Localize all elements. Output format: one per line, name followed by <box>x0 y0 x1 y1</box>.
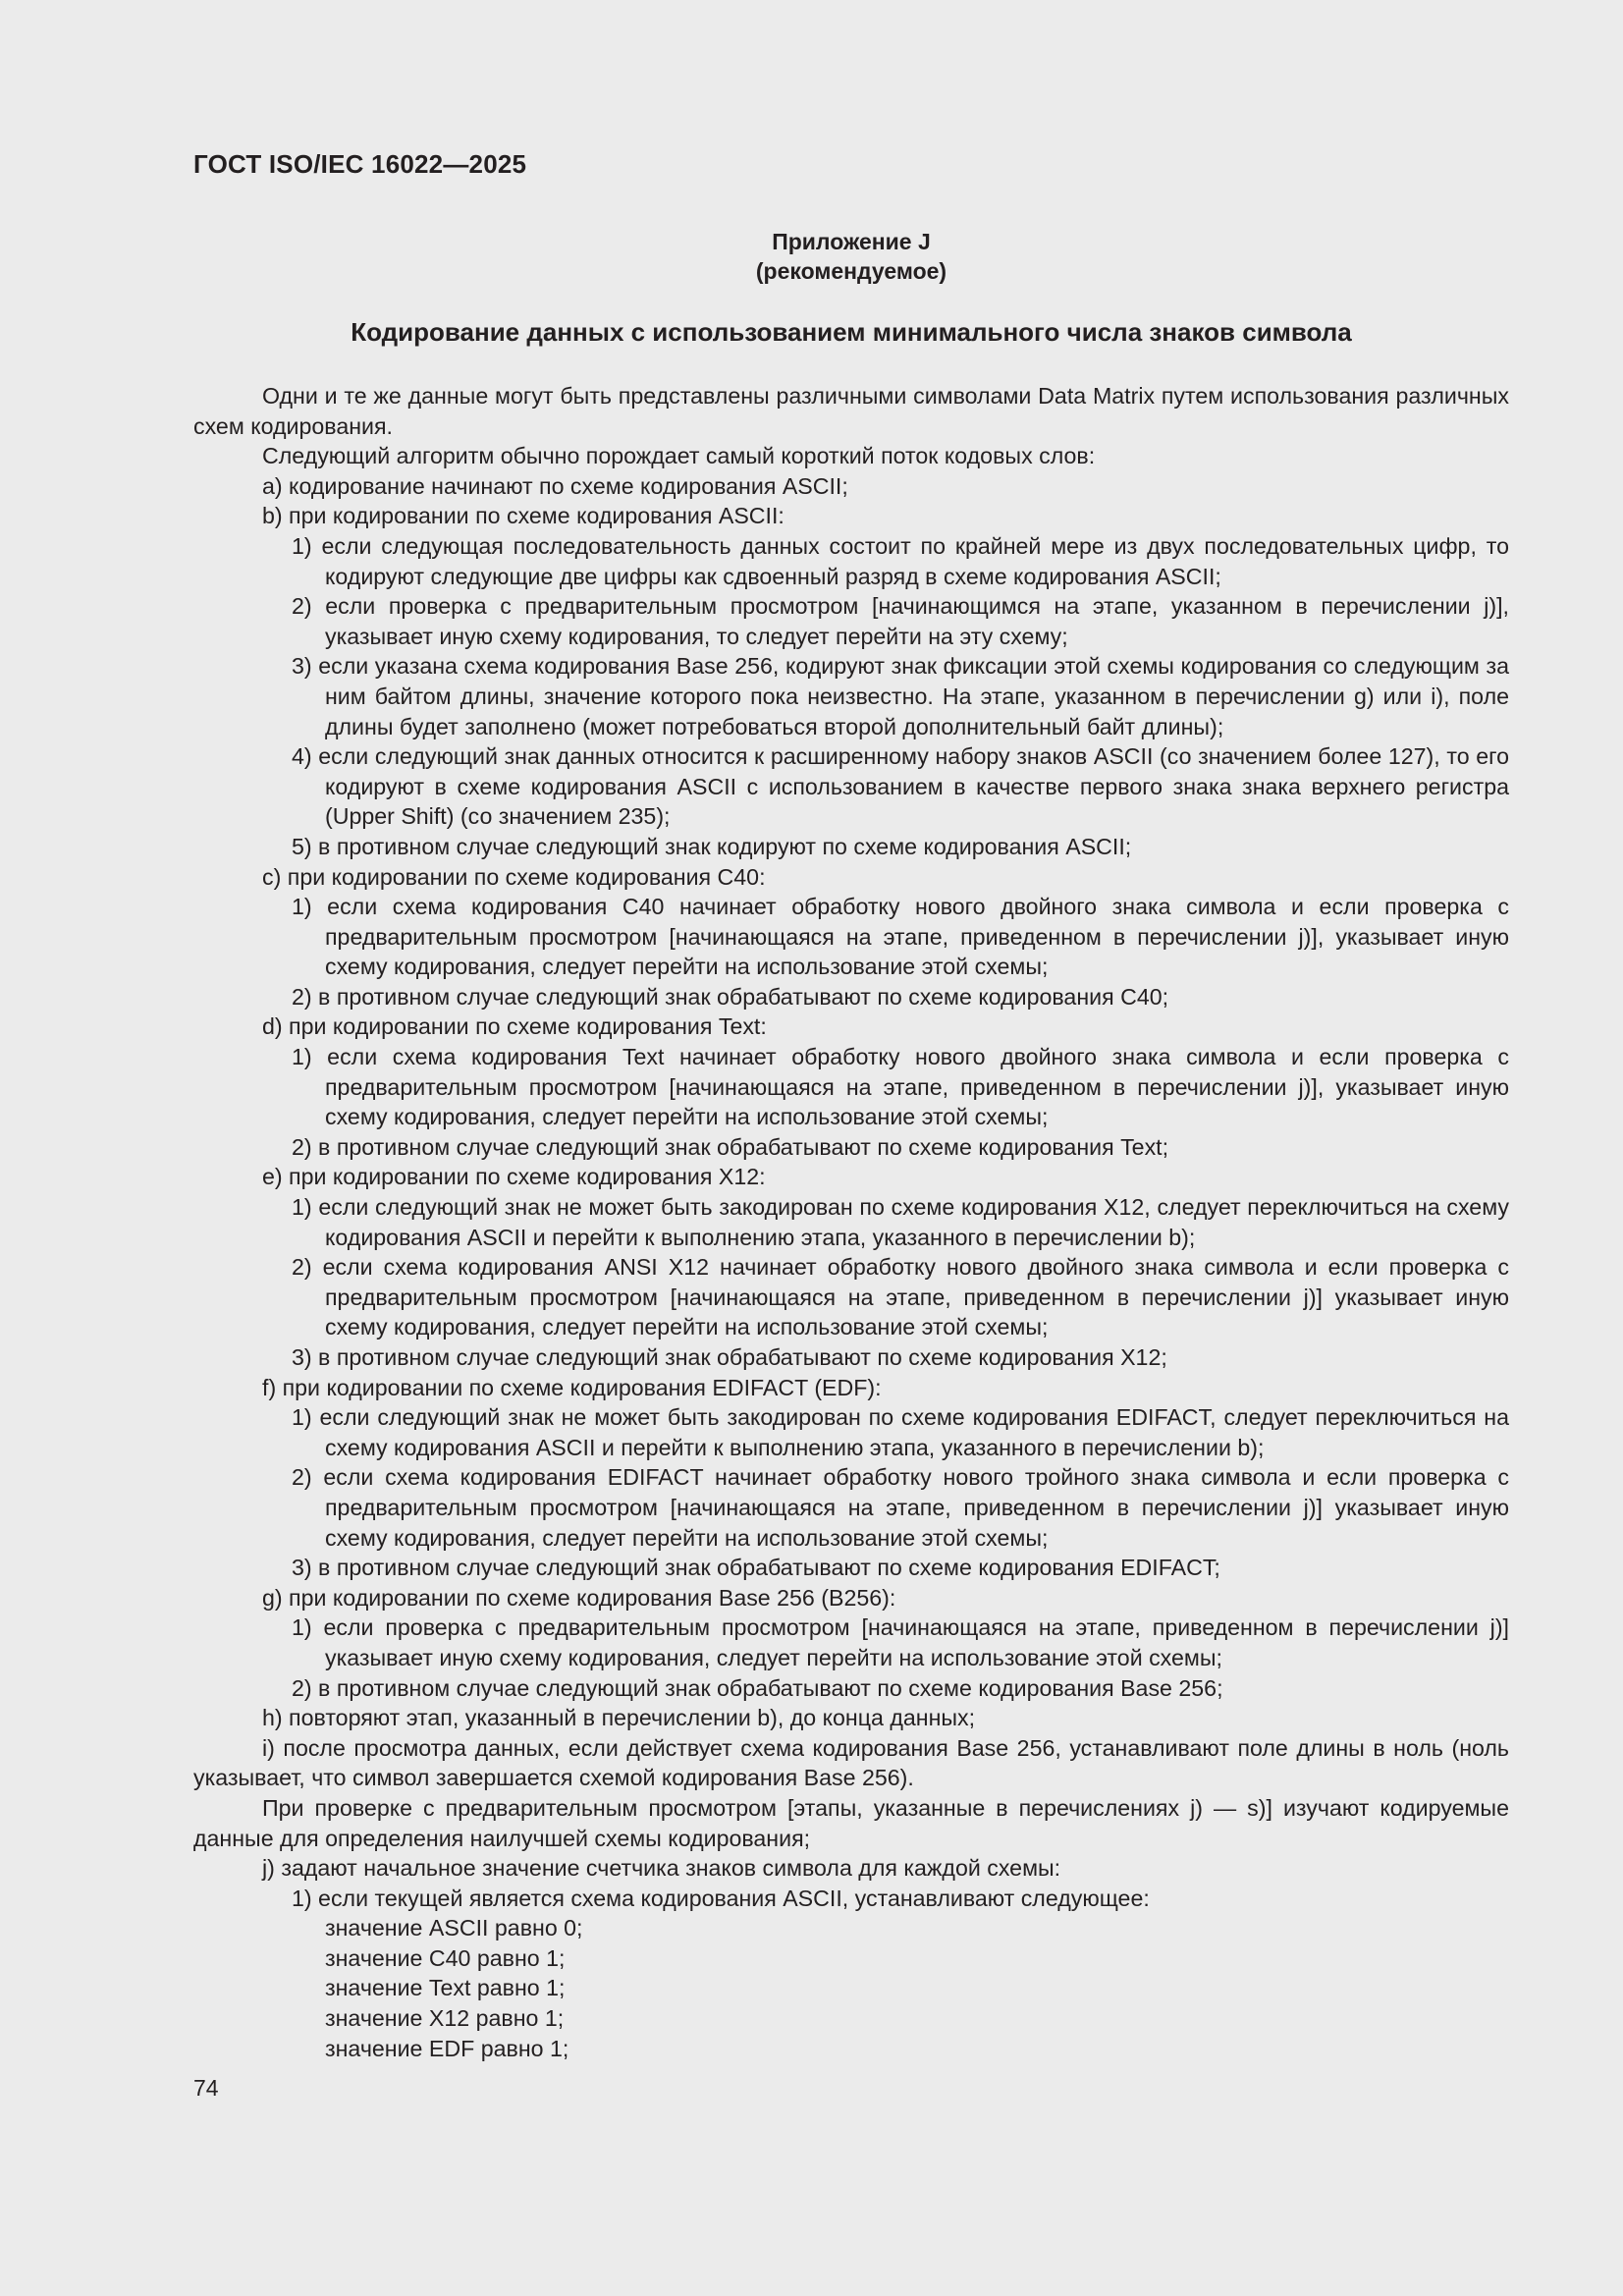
paragraph: f) при кодировании по схеме кодирования EDIFACT (EDF): <box>262 1374 882 1400</box>
paragraph: 2) если проверка с предварительным просмотром [начинающимся на этапе, указанном в перечислении j)], указывает иную схему кодирования, то следует перейти на эту схему; <box>292 593 1509 649</box>
annex-heading <box>193 227 1509 286</box>
paragraph: 4) если следующий знак данных относится к расширенному набору знаков ASCII (со значением более 127), то его кодируют в схеме кодирования ASCII с использованием в качестве первого знака знака верхнего регистра (Upper Shift) (со значением 235); <box>292 743 1509 830</box>
paragraph: 1) если схема кодирования Text начинает обработку нового двойного знака символа и если проверка с предварительным просмотром [начинающаяся на этапе, приведенном в перечислении j)], указывает иную схему кодирования, следует перейти на использование этой схемы; <box>292 1044 1509 1130</box>
paragraph: 1) если следующий знак не может быть закодирован по схеме кодирования EDIFACT, следует переключиться на схему кодирования ASCII и перейти к выполнению этапа, указанного в перечислении b); <box>292 1404 1509 1460</box>
paragraph: 5) в противном случае следующий знак кодируют по схеме кодирования ASCII; <box>292 833 1132 859</box>
document-body <box>193 381 1509 2063</box>
paragraph: 1) если текущей является схема кодирования ASCII, устанавливают следующее: <box>292 1885 1150 1911</box>
paragraph: 3) в противном случае следующий знак обрабатывают по схеме кодирования EDIFACT; <box>292 1555 1220 1581</box>
paragraph: 1) если проверка с предварительным просмотром [начинающаяся на этапе, приведенном в перечислении j)] указывает иную схему кодирования, следует перейти на использование этой схемы; <box>292 1614 1509 1670</box>
paragraph: 3) если указана схема кодирования Base 256, кодируют знак фиксации этой схемы кодирования со следующим за ним байтом длины, значение которого пока неизвестно. На этапе, указанном в перечислении g) или i), поле длины будет заполнено (может потребоваться второй дополнительный байт длины); <box>292 653 1509 739</box>
paragraph: Одни и те же данные могут быть представлены различными символами Data Matrix путем использования различных схем кодирования. <box>193 383 1509 439</box>
paragraph: 1) если схема кодирования C40 начинает обработку нового двойного знака символа и если проверка с предварительным просмотром [начинающаяся на этапе, приведенном в перечислении j)], указывает иную схему кодирования, следует перейти на использование этой схемы; <box>292 894 1509 980</box>
paragraph: При проверке с предварительным просмотром [этапы, указанные в перечислениях j) — s)] изучают кодируемые данные для определения наилучшей схемы кодирования; <box>193 1794 1509 1851</box>
paragraph: значение Text равно 1; <box>325 1975 566 2001</box>
paragraph: d) при кодировании по схеме кодирования Text: <box>262 1013 767 1040</box>
paragraph: значение ASCII равно 0; <box>325 1915 583 1941</box>
paragraph: h) повторяют этап, указанный в перечислении b), до конца данных; <box>262 1705 976 1731</box>
paragraph: i) после просмотра данных, если действует схема кодирования Base 256, устанавливают поле длины в ноль (ноль указывает, что символ завершается схемой кодирования Base 256). <box>193 1734 1509 1791</box>
paragraph: значение C40 равно 1; <box>325 1944 566 1971</box>
paragraph: 2) в противном случае следующий знак обрабатывают по схеме кодирования Base 256; <box>292 1674 1223 1701</box>
section-title: Кодирование данных с использованием минимального числа знаков символа <box>351 317 1352 347</box>
paragraph: 2) если схема кодирования EDIFACT начинает обработку нового тройного знака символа и если проверка с предварительным просмотром [начинающаяся на этапе, приведенном в перечислении j)] указывает иную схему кодирования, следует перейти на использование этой схемы; <box>292 1464 1509 1551</box>
paragraph: b) при кодировании по схеме кодирования ASCII: <box>262 503 784 529</box>
paragraph: значение EDF равно 1; <box>325 2035 569 2061</box>
paragraph: 3) в противном случае следующий знак обрабатывают по схеме кодирования X12; <box>292 1344 1167 1370</box>
paragraph: c) при кодировании по схеме кодирования C40: <box>262 863 766 890</box>
paragraph: g) при кодировании по схеме кодирования Base 256 (B256): <box>262 1584 896 1611</box>
document-header: ГОСТ ISO/IEC 16022—2025 <box>193 149 527 179</box>
paragraph: e) при кодировании по схеме кодирования X12: <box>262 1164 766 1190</box>
paragraph: 2) в противном случае следующий знак обрабатывают по схеме кодирования C40; <box>292 983 1169 1010</box>
paragraph: 1) если следующая последовательность данных состоит по крайней мере из двух последовательных цифр, то кодируют следующие две цифры как сдвоенный разряд в схеме кодирования ASCII; <box>292 532 1509 589</box>
annex-label: Приложение J <box>772 229 931 254</box>
paragraph: 2) в противном случае следующий знак обрабатывают по схеме кодирования Text; <box>292 1133 1169 1160</box>
paragraph: 1) если следующий знак не может быть закодирован по схеме кодирования X12, следует переключиться на схему кодирования ASCII и перейти к выполнению этапа, указанного в перечислении b); <box>292 1194 1509 1250</box>
paragraph: значение X12 равно 1; <box>325 2005 565 2032</box>
paragraph: j) задают начальное значение счетчика знаков символа для каждой схемы: <box>262 1855 1061 1882</box>
paragraph: 2) если схема кодирования ANSI X12 начинает обработку нового двойного знака символа и если проверка с предварительным просмотром [начинающаяся на этапе, приведенном в перечислении j)] указывает иную схему кодирования, следует перейти на использование этой схемы; <box>292 1254 1509 1340</box>
paragraph: Следующий алгоритм обычно порождает самый короткий поток кодовых слов: <box>262 443 1096 469</box>
page-number: 74 <box>193 2075 219 2101</box>
paragraph: a) кодирование начинают по схеме кодирования ASCII; <box>262 472 848 499</box>
annex-status: (рекомендуемое) <box>755 258 947 284</box>
